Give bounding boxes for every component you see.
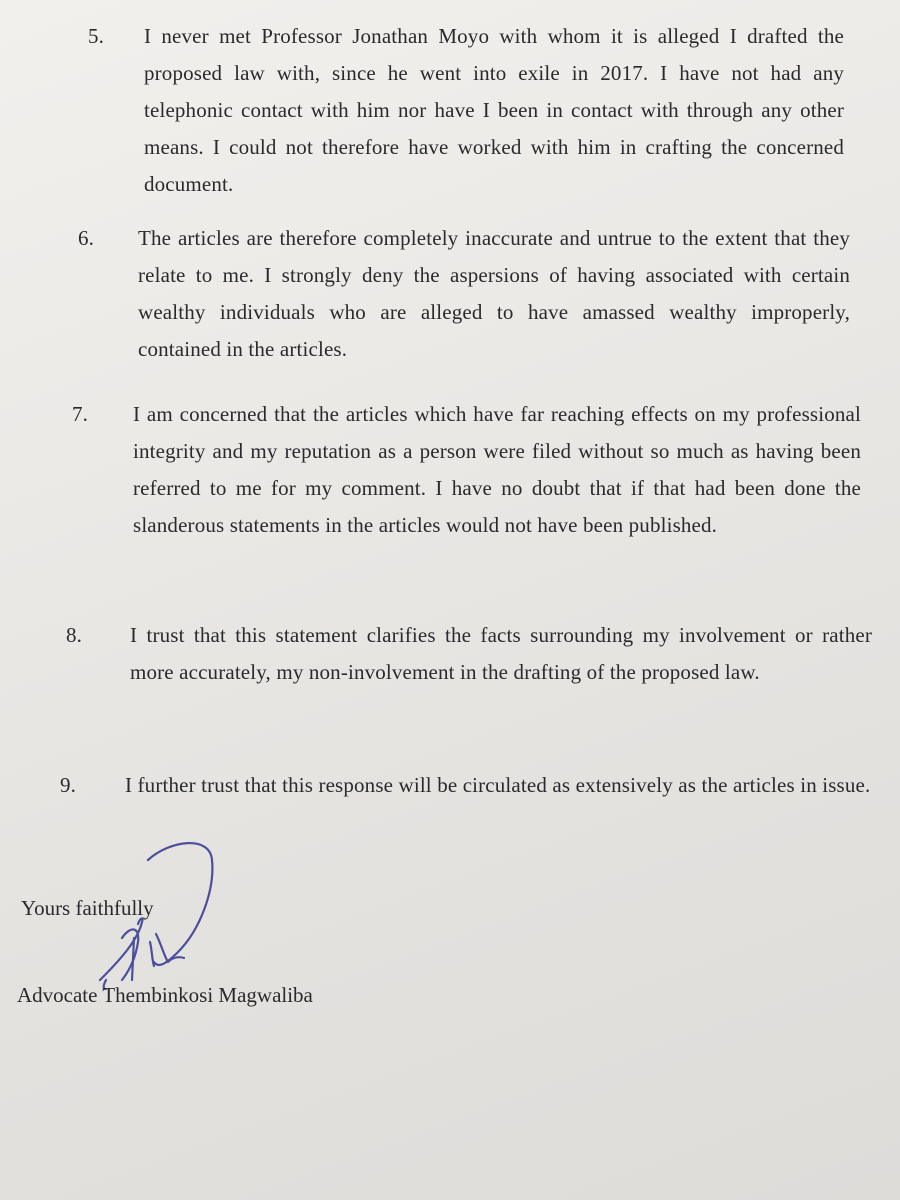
- paragraph-text: I never met Professor Jonathan Moyo with whom it is alleged I drafted the proposed law with, since he went into exile in 2017. I have not had any telephonic contact with him nor have I been in contact with through any other means. I could not therefore have worked with him in crafting the concerned document.: [144, 24, 844, 196]
- paragraph-text: I am concerned that the articles which have far reaching effects on my professional integrity and my reputation as a person were filed without so much as having been referred to me for my comment. I have no doubt that if that had been done the slanderous statements in the articles would not have been published.: [133, 402, 861, 537]
- paragraph-number: 6.: [78, 226, 95, 250]
- signatory-name: Advocate Thembinkosi Magwaliba: [17, 983, 313, 1007]
- paragraph-number: 7.: [72, 402, 89, 426]
- paragraph-text: The articles are therefore completely inaccurate and untrue to the extent that they relate to me. I strongly deny the aspersions of having associated with certain wealthy individuals who are alleged to have amassed wealthy improperly, contained in the articles.: [138, 226, 850, 361]
- handwritten-signature: [60, 830, 240, 990]
- paragraph-text: I trust that this statement clarifies the facts surrounding my involvement or rather more accurately, my non-involvement in the drafting of the proposed law.: [130, 623, 872, 684]
- paragraph-number: 5.: [88, 24, 105, 48]
- closing-salutation: Yours faithfully: [21, 896, 154, 920]
- paragraph-number: 9.: [60, 773, 77, 797]
- paragraph-number: 8.: [66, 623, 83, 647]
- paragraph-text: I further trust that this response will be circulated as extensively as the articles in issue.: [125, 773, 871, 797]
